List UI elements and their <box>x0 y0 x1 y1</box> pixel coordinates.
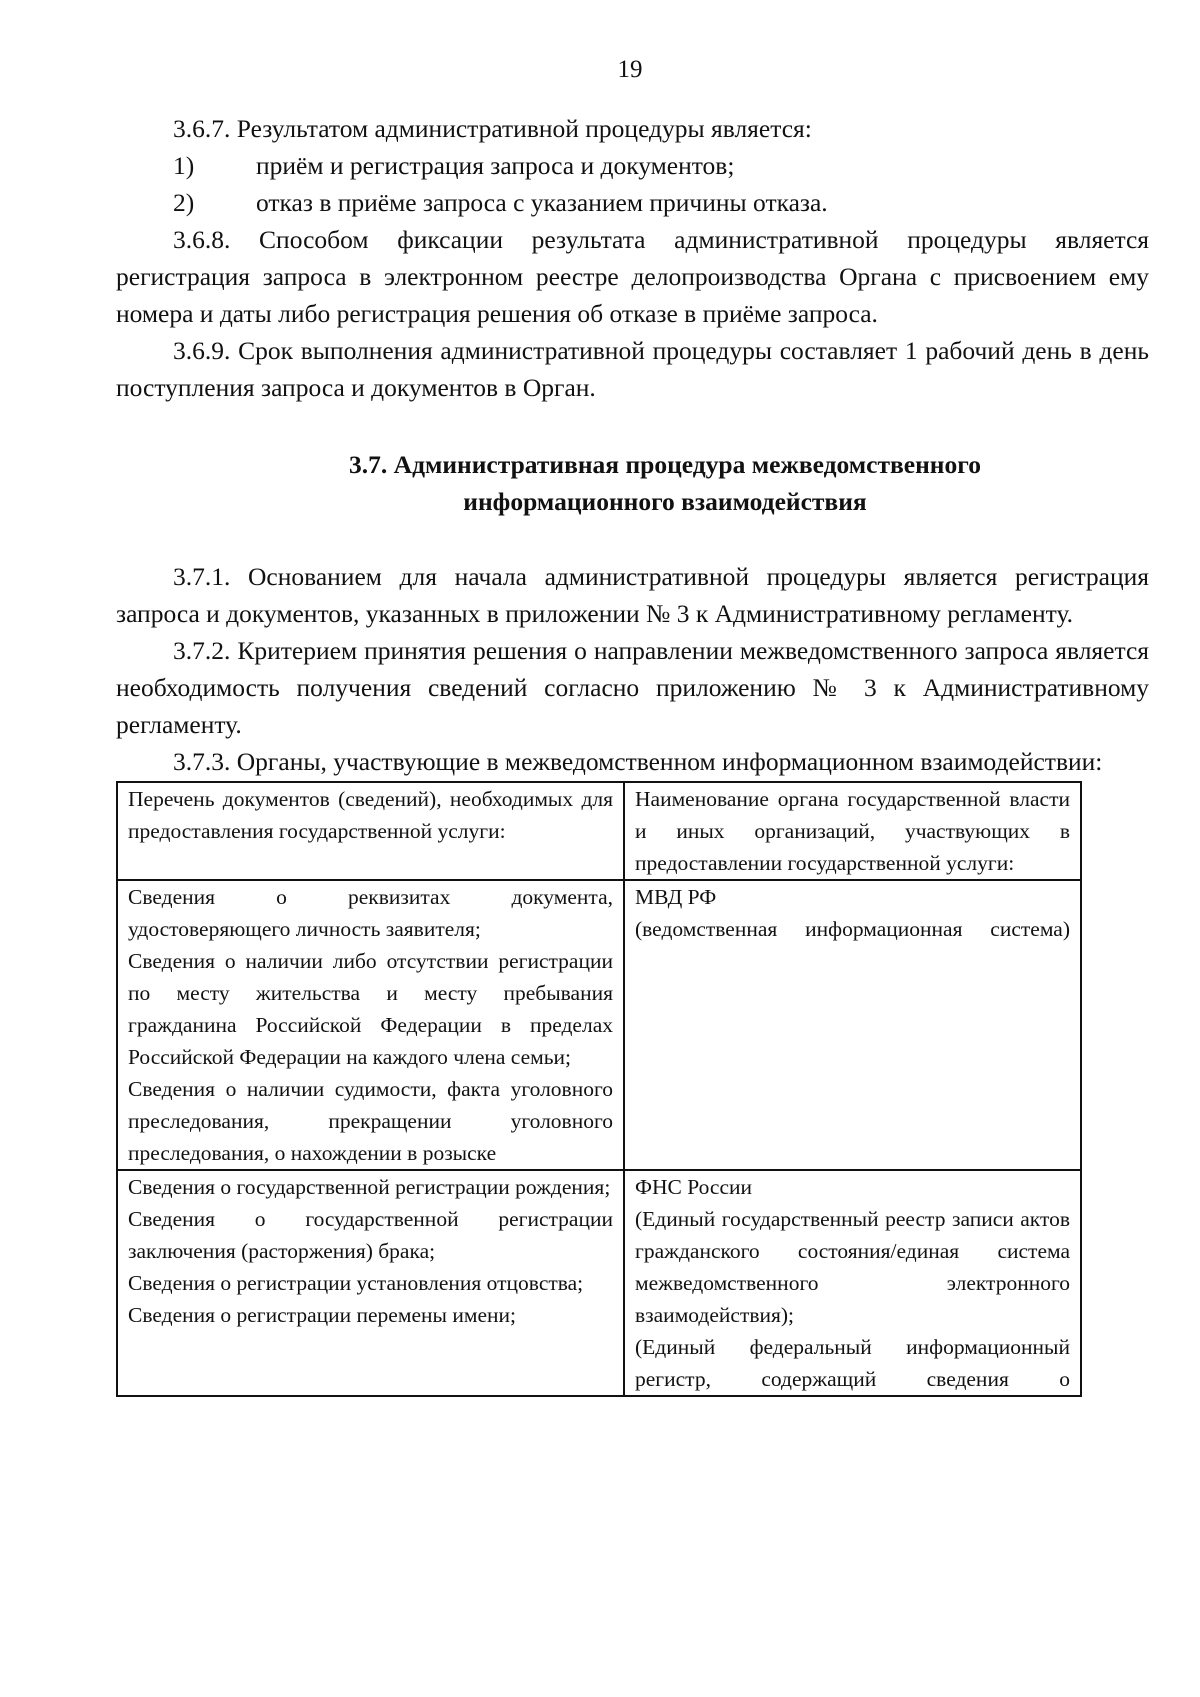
section-heading <box>116 446 1149 520</box>
paragraph-3-6-8: 3.6.8. Способом фиксации результата административной процедуры является регистрация запроса в электронном реестре делопроизводства Органа с присвоением ему номера и даты либо регистрация решения об отказе в приёме запроса. <box>116 225 1149 328</box>
table-header-row <box>117 782 1081 880</box>
paragraph-3-7-1: 3.7.1. Основанием для начала административной процедуры является регистрация запроса и документов, указанных в приложении № 3 к Административному регламенту. <box>116 562 1149 628</box>
list-item <box>116 147 1149 184</box>
organ-system: (Единый государственный реестр записи актов гражданского состояния/единая система межведомственного электронного взаимодействия); <box>635 1207 1070 1327</box>
section-heading-line-1: 3.7. Административная процедура межведомственного <box>349 450 981 479</box>
organ-system: (ведомственная информационная система) <box>635 917 1070 941</box>
list-text: отказ в приёме запроса с указанием причины отказа. <box>256 188 828 217</box>
paragraph-3-7-3: 3.7.3. Органы, участвующие в межведомственном информационном взаимодействии: <box>173 747 1103 776</box>
organs-table <box>116 781 1082 1397</box>
organ-name: МВД РФ <box>635 885 717 909</box>
table-row <box>117 880 1081 1170</box>
document-item: Сведения о регистрации перемены имени; <box>128 1303 516 1327</box>
list-item <box>116 184 1149 221</box>
document-item: Сведения о государственной регистрации заключения (расторжения) брака; <box>128 1207 613 1263</box>
table-cell-organs <box>624 1170 1081 1396</box>
document-item: Сведения о регистрации установления отцовства; <box>128 1271 584 1295</box>
document-item: Сведения о наличии либо отсутствии регистрации по месту жительства и месту пребывания гражданина Российской Федерации в пределах Российской Федерации на каждого члена семьи; <box>128 949 613 1069</box>
table-header-organs: Наименование органа государственной власти и иных организаций, участвующих в предоставлении государственной услуги: <box>624 782 1081 880</box>
section-heading-line-2: информационного взаимодействия <box>463 487 867 516</box>
paragraph-3-6-7: 3.6.7. Результатом административной процедуры является: <box>173 114 812 143</box>
document-item: Сведения о государственной регистрации рождения; <box>128 1175 611 1199</box>
table-row <box>117 1170 1081 1396</box>
organ-system: (Единый федеральный информационный регистр, содержащий сведения о <box>635 1335 1070 1391</box>
list-number: 1) <box>173 151 195 180</box>
page-number: 19 <box>617 56 643 83</box>
document-item: Сведения о реквизитах документа, удостоверяющего личность заявителя; <box>128 885 613 941</box>
table-cell-documents <box>117 1170 624 1396</box>
document-body <box>116 110 1149 1397</box>
table-header-documents: Перечень документов (сведений), необходимых для предоставления государственной услуги: <box>117 782 624 880</box>
paragraph-3-7-2: 3.7.2. Критерием принятия решения о направлении межведомственного запроса является необходимость получения сведений согласно приложению № 3 к Административному регламенту. <box>116 636 1149 739</box>
list-text: приём и регистрация запроса и документов; <box>256 151 735 180</box>
organ-name: ФНС России <box>635 1175 753 1199</box>
document-item: Сведения о наличии судимости, факта уголовного преследования, прекращении уголовного преследования, о нахождении в розыске <box>128 1077 613 1165</box>
paragraph-3-6-9: 3.6.9. Срок выполнения административной процедуры составляет 1 рабочий день в день поступления запроса и документов в Орган. <box>116 336 1149 402</box>
table-cell-documents <box>117 880 624 1170</box>
list-number: 2) <box>173 188 195 217</box>
table-cell-organs <box>624 880 1081 1170</box>
